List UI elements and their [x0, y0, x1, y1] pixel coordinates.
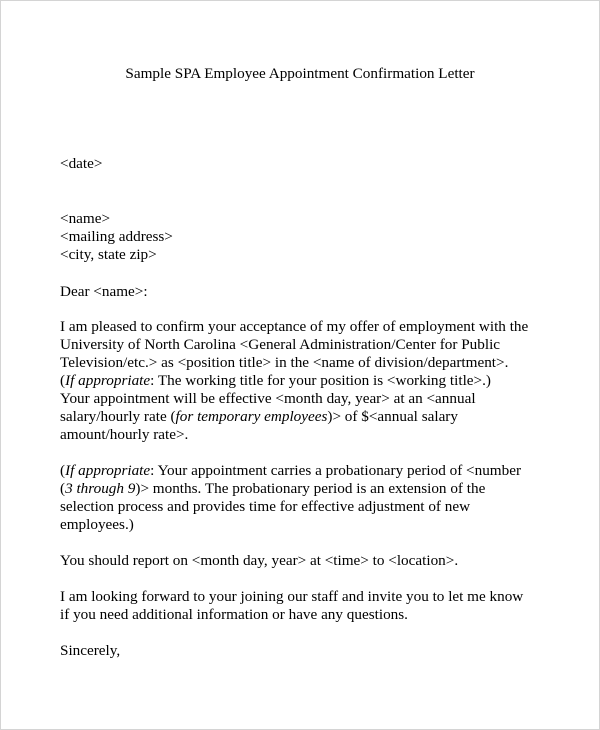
- letter-title: Sample SPA Employee Appointment Confirmation Letter: [125, 65, 475, 82]
- paragraph-line: Your appointment will be effective <month day, year> at an <annual: [60, 390, 476, 407]
- paragraph-line: University of North Carolina <General Administration/Center for Public: [60, 336, 501, 353]
- salutation-text: Dear <name>:: [60, 283, 148, 300]
- paragraph-line: Television/etc.> as <position title> in the <name of division/department>.: [60, 354, 509, 371]
- paragraph-line: I am looking forward to your joining our staff and invite you to let me know: [60, 588, 524, 605]
- closing-text: Sincerely,: [60, 642, 121, 659]
- city-state-zip: <city, state zip>: [60, 246, 157, 263]
- recipient-name: <name>: [60, 210, 111, 227]
- date-line: [60, 155, 580, 173]
- paragraph-line: (If appropriate: The working title for your position is <working title>.): [60, 372, 491, 389]
- paragraph-line: You should report on <month day, year> at <time> to <location>.: [60, 552, 459, 569]
- paragraph-closing-remarks: [60, 588, 580, 624]
- paragraph-line: (If appropriate: Your appointment carries a probationary period of <number: [60, 462, 522, 479]
- paragraph-line: (3 through 9)> months. The probationary period is an extension of the: [60, 480, 486, 497]
- mailing-address: <mailing address>: [60, 228, 173, 245]
- salutation: [60, 283, 580, 301]
- paragraph-probation: [60, 462, 580, 534]
- paragraph-line: employees.): [60, 516, 134, 533]
- paragraph-report: [60, 552, 580, 570]
- paragraph-line: amount/hourly rate>.: [60, 426, 189, 443]
- paragraph-line: salary/hourly rate (for temporary employees)> of $<annual salary: [60, 408, 458, 425]
- paragraph-line: selection process and provides time for effective adjustment of new: [60, 498, 471, 515]
- address-block: [60, 210, 580, 264]
- complimentary-close: [60, 642, 580, 660]
- date-placeholder: <date>: [60, 155, 103, 172]
- paragraph-line: if you need additional information or have any questions.: [60, 606, 408, 623]
- paragraph-offer: [60, 318, 580, 444]
- paragraph-line: I am pleased to confirm your acceptance of my offer of employment with the: [60, 318, 529, 335]
